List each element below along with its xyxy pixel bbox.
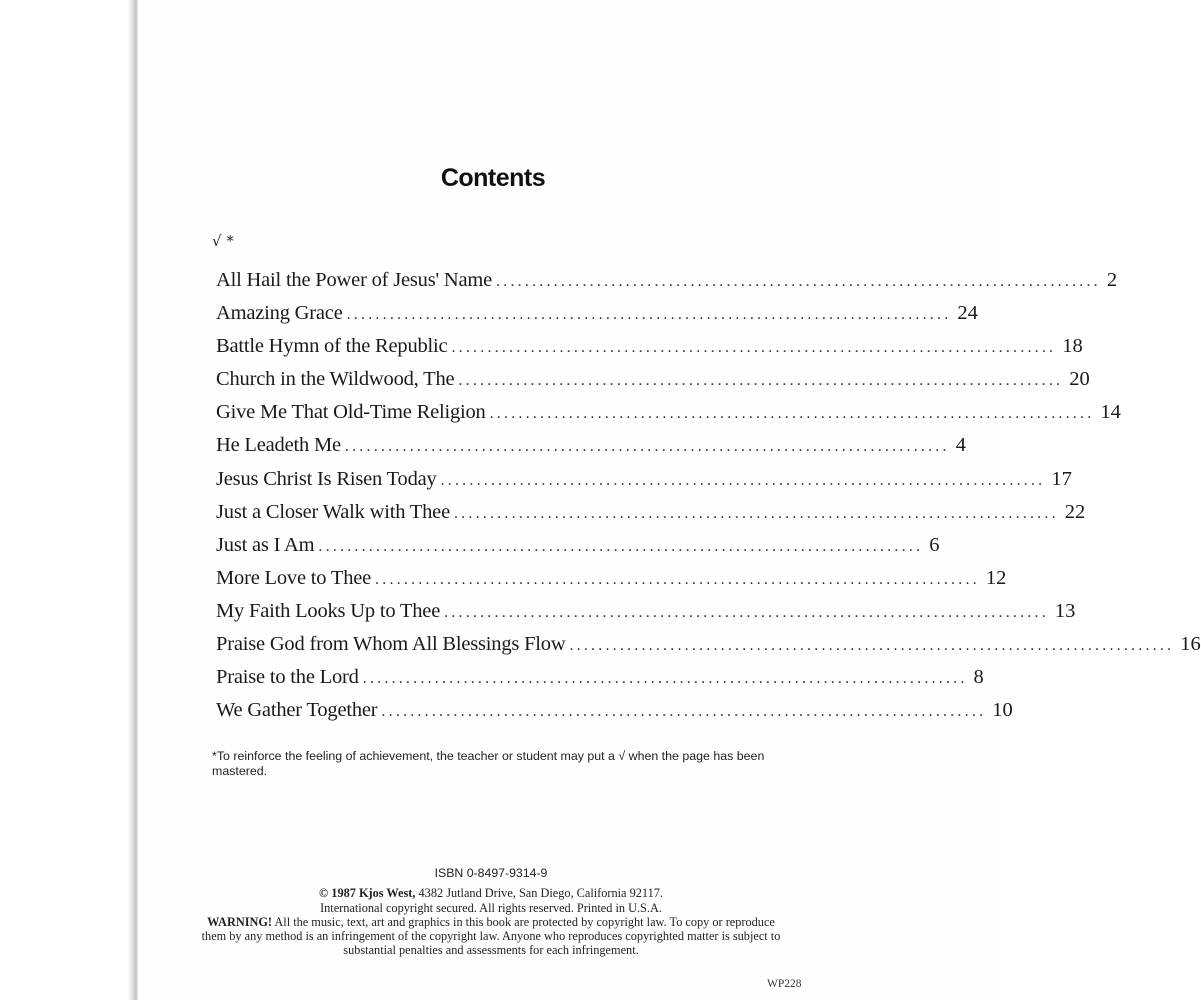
toc-entry-page-number: 18: [1062, 335, 1083, 358]
copyright-holder: © 1987 Kjos West,: [319, 886, 416, 901]
toc-entry: [210, 429, 966, 462]
toc-entry-title: Battle Hymn of the Republic: [216, 335, 448, 358]
dot-leader: ....................................................................................: [451, 339, 1057, 357]
toc-entry-title: More Love to Thee: [216, 566, 372, 589]
toc-entry-page-number: 17: [1051, 467, 1072, 490]
toc-entry-page-number: 6: [929, 533, 940, 556]
toc-entry-title: He Leadeth Me: [216, 434, 341, 457]
warning-text: All the music, text, art and graphics in this book are protected by copyright law. To copy or reproduce them by any method is an infringement of the copyright law. Anyone who reproduces copyrighted matter is subject to substantial penalties and assessments for each infringement.: [201, 914, 781, 958]
toc-entry: [210, 562, 1007, 595]
checkmark-column-header: √ *: [212, 232, 234, 250]
toc-entry-title: My Faith Looks Up to Thee: [216, 599, 441, 622]
toc-entry-page-number: 20: [1069, 368, 1090, 391]
toc-entry-title: Just a Closer Walk with Thee: [216, 500, 450, 523]
footnote: *To reinforce the feeling of achievement, the teacher or student may put a √ when the page has been mastered.: [212, 749, 765, 778]
toc-entry-page-number: 4: [955, 434, 966, 457]
rights-statement: International copyright secured. All rights reserved. Printed in U.S.A.: [320, 900, 662, 915]
dot-leader: ....................................................................................: [344, 438, 950, 456]
toc-entry: [210, 595, 1076, 628]
dot-leader: ....................................................................................: [444, 603, 1049, 621]
toc-entry-title: Praise God from Whom All Blessings Flow: [216, 633, 566, 656]
dot-leader: ....................................................................................: [318, 537, 924, 555]
toc-entry: [210, 396, 1121, 429]
dot-leader: ....................................................................................: [496, 273, 1101, 290]
toc-entry-title: Just as I Am: [216, 533, 315, 556]
table-of-contents: [210, 264, 1201, 727]
copyright-block: [200, 866, 782, 958]
toc-entry-title: Praise to the Lord: [216, 666, 359, 689]
dot-leader: ....................................................................................: [381, 703, 987, 721]
toc-entry-page-number: 22: [1064, 500, 1086, 523]
dot-leader: ....................................................................................: [453, 504, 1059, 522]
dot-leader: ....................................................................................: [375, 570, 980, 588]
toc-entry-page-number: 13: [1054, 599, 1076, 622]
toc-entry: [210, 661, 984, 694]
warning-label: WARNING!: [207, 914, 273, 929]
dot-leader: ....................................................................................: [440, 471, 1046, 489]
toc-entry-page-number: 12: [985, 566, 1007, 589]
toc-entry: [210, 297, 978, 330]
toc-entry-page-number: 24: [957, 302, 978, 325]
page-binding-edge: [0, 0, 138, 1000]
toc-entry-title: We Gather Together: [216, 699, 378, 722]
toc-entry: [210, 529, 940, 562]
toc-entry-title: Church in the Wildwood, The: [216, 368, 455, 391]
toc-entry: [210, 694, 1013, 727]
toc-entry: [210, 363, 1090, 396]
toc-entry: [210, 264, 1118, 297]
toc-entry-title: All Hail the Power of Jesus' Name: [216, 269, 493, 291]
isbn: ISBN 0-8497-9314-9: [434, 866, 548, 880]
toc-entry-page-number: 10: [992, 699, 1013, 722]
toc-entry-page-number: 16: [1180, 633, 1201, 656]
toc-entry-title: Jesus Christ Is Risen Today: [216, 467, 437, 490]
toc-entry: [210, 330, 1083, 363]
toc-entry-title: Amazing Grace: [216, 302, 343, 325]
publisher-address: 4382 Jutland Drive, San Diego, California 92117.: [415, 886, 663, 901]
toc-entry-title: Give Me That Old-Time Religion: [216, 401, 486, 424]
toc-entry: [210, 496, 1086, 529]
toc-entry-page-number: 2: [1106, 269, 1118, 291]
dot-leader: ....................................................................................: [569, 637, 1175, 655]
toc-entry-page-number: 14: [1100, 401, 1121, 424]
toc-entry-page-number: 8: [973, 666, 984, 689]
toc-entry: [210, 463, 1072, 496]
dot-leader: ....................................................................................: [489, 405, 1095, 423]
dot-leader: ....................................................................................: [362, 670, 968, 688]
dot-leader: ....................................................................................: [346, 306, 952, 324]
catalog-code: WP228: [767, 978, 802, 990]
page-title: Contents: [440, 164, 546, 192]
dot-leader: ....................................................................................: [458, 372, 1064, 390]
toc-entry: [210, 628, 1201, 661]
